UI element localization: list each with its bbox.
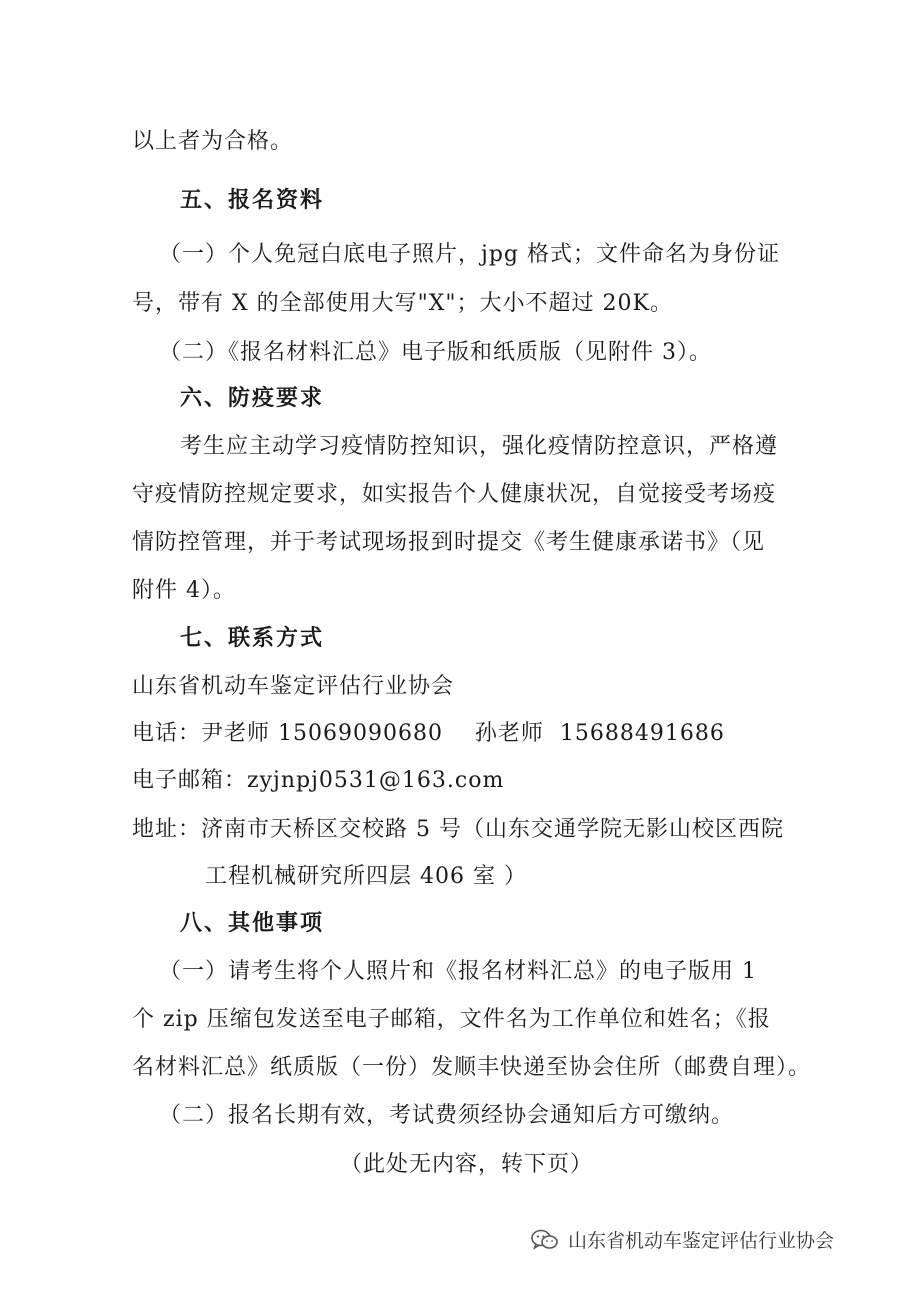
text-line: （一）个人免冠白底电子照片，jpg 格式；文件命名为身份证 xyxy=(159,242,780,267)
text-line: （二）《报名材料汇总》电子版和纸质版（见附件 3）。 xyxy=(159,340,712,365)
text-line: 情防控管理，并于考试现场报到时提交《考生健康承诺书》（见 xyxy=(132,530,766,555)
phone-line: 电话：尹老师 15069090680 孙老师 15688491686 xyxy=(132,721,725,746)
address-line-cont: 工程机械研究所四层 406 室 ） xyxy=(205,864,527,889)
wechat-icon xyxy=(530,1228,560,1252)
text-line: （一）请考生将个人照片和《报名材料汇总》的电子版用 1 xyxy=(159,959,757,984)
wechat-watermark xyxy=(530,1226,834,1253)
text-line: 考生应主动学习疫情防控知识，强化疫情防控意识，严格遵 xyxy=(180,434,779,459)
text-line: 守疫情防控规定要求，如实报告个人健康状况，自觉接受考场疫 xyxy=(132,482,777,507)
text-line: （二）报名长期有效，考试费须经协会通知后方可缴纳。 xyxy=(159,1103,735,1128)
page-note: （此处无内容，转下页） xyxy=(340,1152,594,1177)
watermark-text: 山东省机动车鉴定评估行业协会 xyxy=(568,1230,835,1252)
text-line: 名材料汇总》纸质版（一份）发顺丰快递至协会住所（邮费自理）。 xyxy=(132,1055,812,1080)
section-heading-5: 五、报名资料 xyxy=(180,188,325,213)
email-line: 电子邮箱：zyjnpj0531@163.com xyxy=(132,768,505,793)
text-line: 个 zip 压缩包发送至电子邮箱，文件名为工作单位和姓名；《报 xyxy=(132,1007,771,1032)
section-heading-8: 八、其他事项 xyxy=(180,911,325,936)
text-line: 附件 4）。 xyxy=(132,578,236,603)
org-name: 山东省机动车鉴定评估行业协会 xyxy=(132,674,455,699)
section-heading-6: 六、防疫要求 xyxy=(180,386,325,411)
text-line: 号，带有 X 的全部使用大写"X"；大小不超过 20K。 xyxy=(132,291,673,316)
address-line: 地址：济南市天桥区交校路 5 号（山东交通学院无影山校区西院 xyxy=(132,817,784,842)
text-line: 以上者为合格。 xyxy=(132,129,294,154)
section-heading-7: 七、联系方式 xyxy=(180,626,325,651)
